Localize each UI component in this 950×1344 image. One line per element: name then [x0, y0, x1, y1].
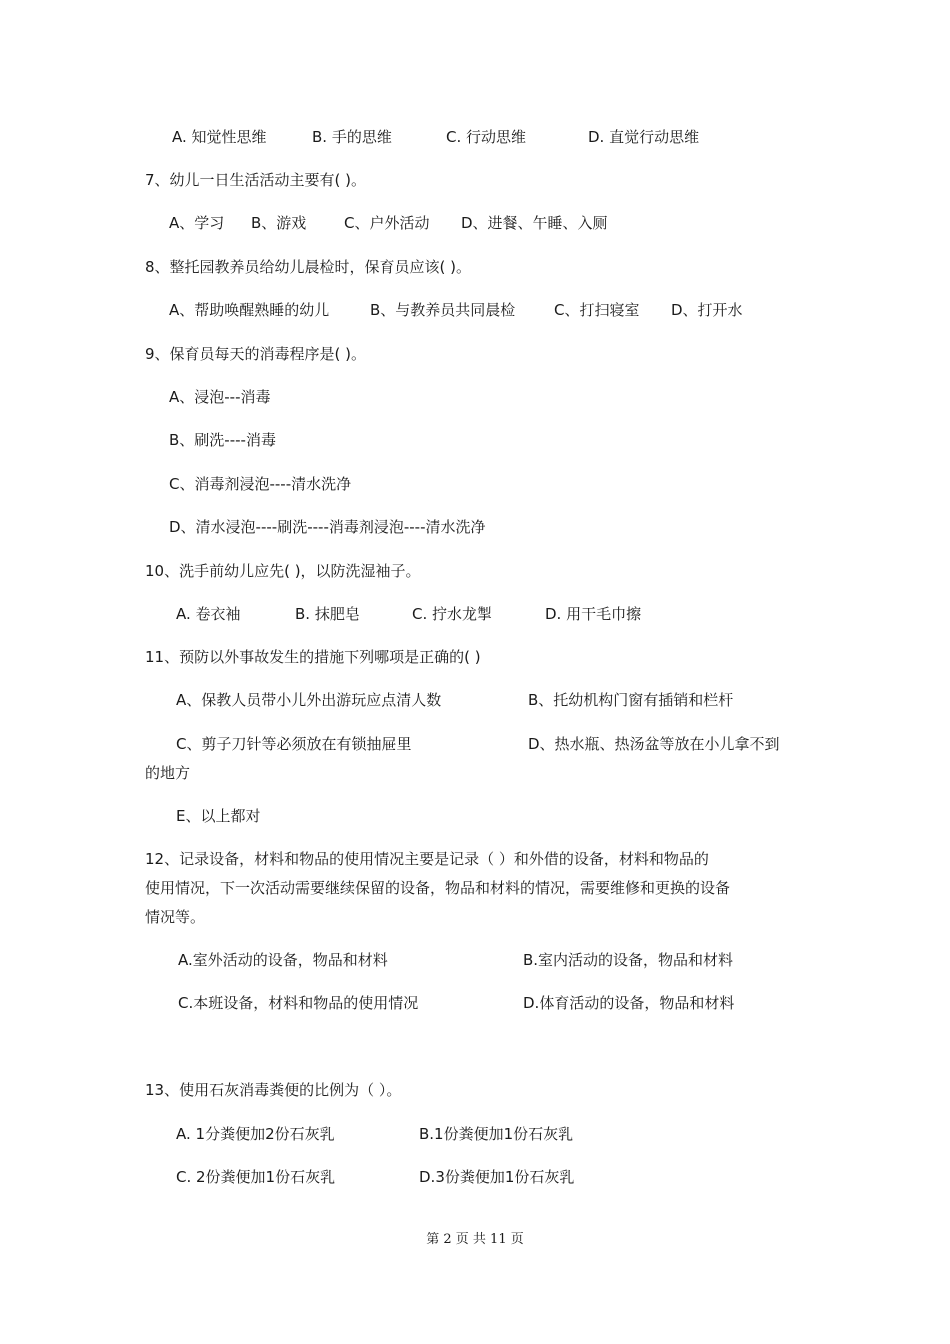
q12-stem-line-3: 情况等。	[145, 908, 206, 926]
q13-stem: 13、使用石灰消毒粪便的比例为（ ）。	[145, 1081, 402, 1099]
q11-option-d-continued: 的地方	[145, 764, 191, 782]
q9-option-c: C、消毒剂浸泡----清水洗净	[169, 475, 352, 493]
q8-stem: 8、整托园教养员给幼儿晨检时，保育员应该( )。	[145, 258, 472, 276]
q6-option-d: D. 直觉行动思维	[588, 128, 700, 146]
q6-option-a: A. 知觉性思维	[172, 128, 267, 146]
q13-option-b: B.1份粪便加1份石灰乳	[419, 1125, 574, 1143]
q10-stem: 10、洗手前幼儿应先( )，以防洗湿袖子。	[145, 562, 421, 580]
q7-stem: 7、幼儿一日生活活动主要有( )。	[145, 171, 367, 189]
q12-stem-line-2: 使用情况，下一次活动需要继续保留的设备，物品和材料的情况，需要维修和更换的设备	[145, 879, 731, 897]
q9-option-d: D、清水浸泡----刷洗----消毒剂浸泡----清水洗净	[169, 518, 486, 536]
q9-option-b: B、刷洗----消毒	[169, 431, 276, 449]
q6-option-b: B. 手的思维	[312, 128, 392, 146]
q11-option-c: C、剪子刀针等必须放在有锁抽屉里	[176, 735, 412, 753]
q11-option-b: B、托幼机构门窗有插销和栏杆	[528, 691, 734, 709]
q12-option-c: C.本班设备，材料和物品的使用情况	[178, 994, 419, 1012]
q12-option-d: D.体育活动的设备，物品和材料	[523, 994, 735, 1012]
q8-option-a: A、帮助唤醒熟睡的幼儿	[169, 301, 330, 319]
page-number-footer: 第 2 页 共 11 页	[426, 1232, 524, 1247]
q12-option-a: A.室外活动的设备，物品和材料	[178, 951, 388, 969]
q13-option-d: D.3份粪便加1份石灰乳	[419, 1168, 575, 1186]
q12-option-b: B.室内活动的设备，物品和材料	[523, 951, 734, 969]
q11-option-d: D、热水瓶、热汤盆等放在小儿拿不到	[528, 735, 780, 753]
q7-option-c: C、户外活动	[344, 214, 430, 232]
q10-option-d: D. 用干毛巾擦	[545, 605, 642, 623]
q10-option-b: B. 抹肥皂	[295, 605, 360, 623]
q11-option-e: E、以上都对	[176, 807, 261, 825]
q11-stem: 11、预防以外事故发生的措施下列哪项是正确的( )	[145, 648, 481, 666]
q11-option-a: A、保教人员带小儿外出游玩应点清人数	[176, 691, 442, 709]
q12-stem-line-1: 12、记录设备，材料和物品的使用情况主要是记录（ ）和外借的设备，材料和物品的	[145, 850, 709, 868]
q7-option-d: D、进餐、午睡、入厕	[461, 214, 608, 232]
q7-option-b: B、游戏	[251, 214, 307, 232]
q8-option-c: C、打扫寝室	[554, 301, 640, 319]
q13-option-a: A. 1分粪便加2份石灰乳	[176, 1125, 335, 1143]
q10-option-a: A. 卷衣袖	[176, 605, 241, 623]
q6-option-c: C. 行动思维	[446, 128, 527, 146]
q9-stem: 9、保育员每天的消毒程序是( )。	[145, 345, 367, 363]
q8-option-d: D、打开水	[671, 301, 743, 319]
q7-option-a: A、学习	[169, 214, 225, 232]
q9-option-a: A、浸泡---消毒	[169, 388, 271, 406]
q10-option-c: C. 拧水龙掣	[412, 605, 493, 623]
q13-option-c: C. 2份粪便加1份石灰乳	[176, 1168, 336, 1186]
q8-option-b: B、与教养员共同晨检	[370, 301, 516, 319]
